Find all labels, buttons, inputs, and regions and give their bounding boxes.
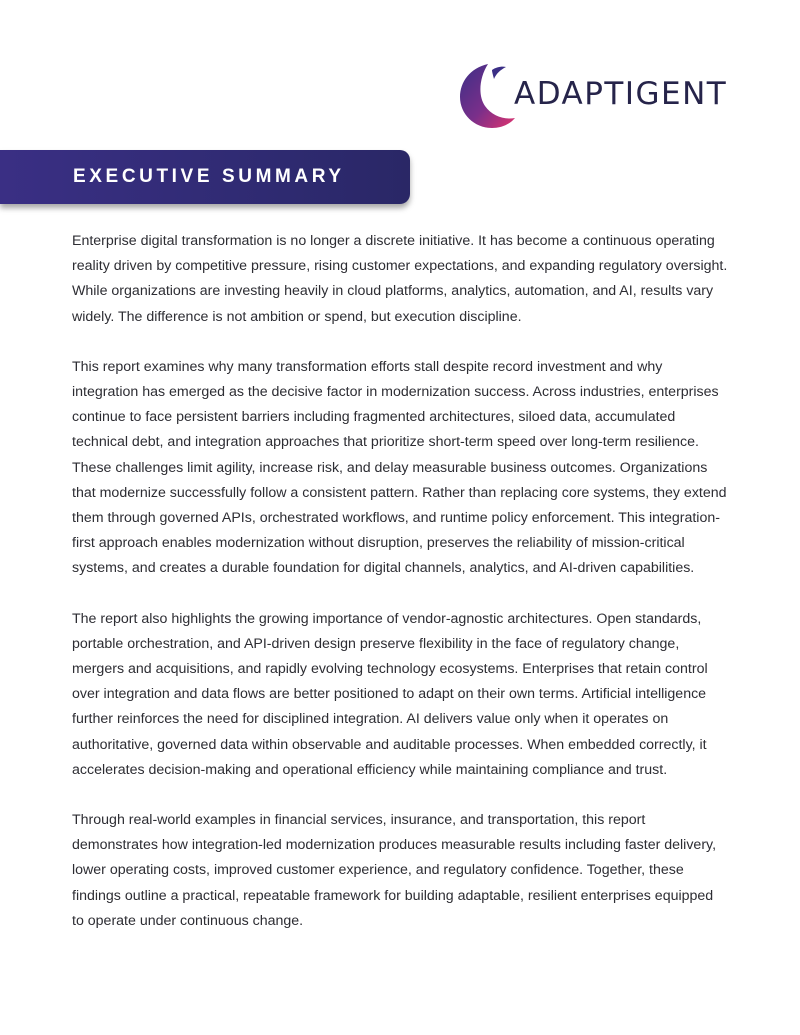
paragraph-examples: Through real-world examples in financial services, insurance, and transportation, this report demonstrates how integration-led modernization produces measurable results including faster delivery, lower operating costs, improved customer experience, and regulatory confidence. Together, these findings outline a practical, repeatable framework for building adaptable, resilient enterprises equipped to operate under continuous change. bbox=[72, 812, 717, 929]
document-body bbox=[72, 229, 728, 959]
brand-logo bbox=[458, 60, 758, 132]
brand-wordmark: ADAPTIGENT bbox=[514, 76, 728, 112]
paragraph-report-overview: This report examines why many transformation efforts stall despite record investment and why integration has emerged as the decisive factor in modernization success. Across industries, enterprises continue to face persistent barriers including fragmented architectures, siloed data, accumulated technical debt, and integration approaches that prioritize short-term speed over long-term resilience. These challenges limit agility, increase risk, and delay measurable business outcomes. Organizations that modernize successfully follow a consistent pattern. Rather than replacing core systems, they extend them through governed APIs, orchestrated workflows, and runtime policy enforcement. This integration-first approach enables modernization without disruption, preserves the reliability of mission-critical systems, and creates a durable foundation for digital channels, analytics, and AI-driven capabilities. bbox=[72, 358, 727, 577]
crescent-logo-icon bbox=[458, 60, 520, 132]
paragraph-vendor-agnostic: The report also highlights the growing importance of vendor-agnostic architectures. Open standards, portable orchestration, and API-driven design preserve flexibility in the face of regulatory change, mergers and acquisitions, and rapidly evolving technology ecosystems. Enterprises that retain control over integration and data flows are better positioned to adapt on their own terms. Artificial intelligence further reinforces the need for disciplined integration. AI delivers value only when it operates on authoritative, governed data within observable and auditable processes. When embedded correctly, it accelerates decision-making and operational efficiency while maintaining compliance and trust. bbox=[72, 610, 708, 778]
section-header-banner bbox=[0, 150, 410, 204]
section-title: EXECUTIVE SUMMARY bbox=[73, 166, 345, 187]
paragraph-intro: Enterprise digital transformation is no longer a discrete initiative. It has become a continuous operating reality driven by competitive pressure, rising customer expectations, and expanding regulatory oversight. While organizations are investing heavily in cloud platforms, analytics, automation, and AI, results vary widely. The difference is not ambition or spend, but execution discipline. bbox=[72, 233, 728, 325]
